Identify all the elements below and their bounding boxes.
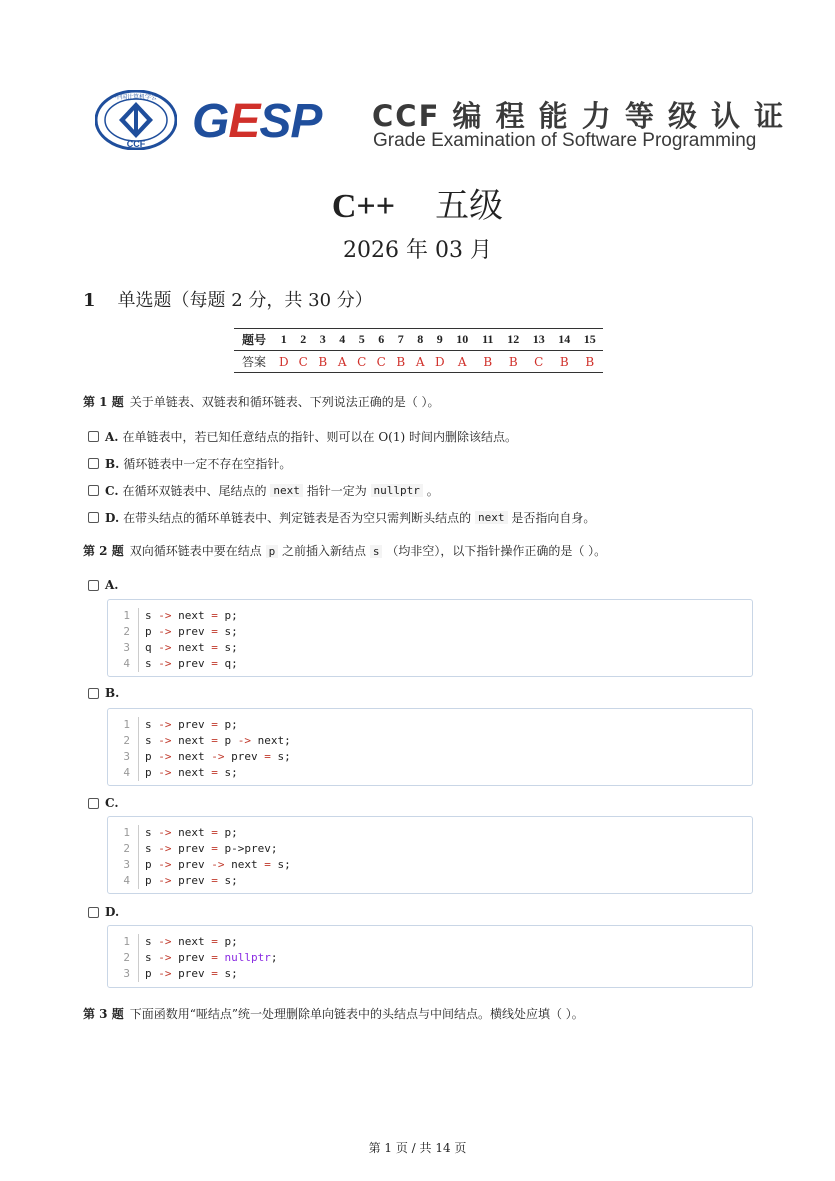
answer-table-answer: C	[534, 354, 544, 369]
answer-table-number: 7	[397, 332, 404, 346]
answer-table-answer: A	[337, 354, 347, 369]
code-text: p -> next -> prev = s;	[138, 749, 291, 765]
checkbox[interactable]	[88, 485, 99, 496]
question-1: 第 1 题 关于单链表、双链表和循环链表、下列说法正确的是（ ）。	[83, 395, 440, 409]
code-text: q -> next = s;	[138, 640, 238, 656]
answer-table-answer: B	[559, 354, 569, 369]
answer-table-number: 14	[558, 332, 571, 346]
section-number: 1	[83, 290, 96, 311]
line-number: 4	[123, 657, 130, 670]
code-line	[108, 950, 752, 966]
code-line	[108, 608, 752, 624]
answer-table-answer-label: 答案	[241, 355, 266, 369]
q2-code-b	[107, 708, 753, 786]
question-3: 第 3 题 下面函数用“哑结点”统一处理删除单向链表中的头结点与中间结点。横线处应填（ ）。	[83, 1007, 584, 1021]
exam-level: 五级	[435, 186, 504, 226]
page-footer: 第 1 页 / 共 14 页	[368, 1141, 467, 1155]
answer-table-answer: B	[396, 354, 406, 369]
code-line	[108, 656, 752, 672]
code-line	[108, 873, 752, 889]
code-text: p -> next = s;	[138, 765, 238, 781]
line-number: 4	[123, 766, 130, 779]
line-number: 1	[123, 935, 130, 948]
answer-table-answer: D	[278, 354, 289, 369]
answer-table-number: 2	[300, 332, 307, 346]
code-line	[108, 966, 752, 982]
answer-table-number: 13	[532, 332, 545, 346]
answer-table-answer: B	[508, 354, 518, 369]
brand-title: CCF 编 程 能 力 等 级 认 证	[372, 99, 786, 133]
line-number: 1	[123, 718, 130, 731]
q2-option-a[interactable]: A.	[88, 578, 123, 592]
code-line	[108, 825, 752, 841]
answer-table-answer: B	[585, 354, 595, 369]
line-number: 1	[123, 609, 130, 622]
code-line	[108, 733, 752, 749]
answer-table-answer: B	[318, 354, 328, 369]
line-number: 1	[123, 826, 130, 839]
code-line	[108, 934, 752, 950]
line-number: 3	[123, 641, 130, 654]
q1-option-c[interactable]: C. 在循环双链表中、尾结点的 next 指针一定为 nullptr 。	[88, 482, 439, 499]
code-line	[108, 841, 752, 857]
code-line	[108, 749, 752, 765]
q2-code-a	[107, 599, 753, 677]
line-number: 3	[123, 858, 130, 871]
code-text: s -> prev = p->prev;	[138, 841, 277, 857]
answer-table-number: 9	[436, 332, 443, 346]
line-number: 4	[123, 874, 130, 887]
answer-table-answer: A	[457, 354, 467, 369]
answer-table-number: 6	[378, 332, 385, 346]
answer-table-number: 15	[583, 332, 596, 346]
q1-option-a[interactable]: A. 在单链表中，若已知任意结点的指针、则可以在 O(1) 时间内删除该结点。	[88, 428, 517, 445]
exam-title	[0, 178, 835, 227]
code-text: s -> next = p -> next;	[138, 733, 291, 749]
line-number: 3	[123, 750, 130, 763]
checkbox[interactable]	[88, 512, 99, 523]
line-number: 3	[123, 967, 130, 980]
code-text: s -> prev = p;	[138, 717, 238, 733]
checkbox[interactable]	[88, 907, 99, 918]
code-line	[108, 624, 752, 640]
answer-table-answer: C	[357, 354, 367, 369]
code-text: s -> next = p;	[138, 608, 238, 624]
code-text: p -> prev = s;	[138, 873, 238, 889]
answer-table-number: 4	[339, 332, 346, 346]
answer-table-header-label: 题号	[241, 333, 266, 347]
code-text: s -> prev = nullptr;	[138, 950, 277, 966]
answer-table-number: 10	[456, 332, 469, 346]
q2-option-b[interactable]: B.	[88, 686, 123, 700]
ccf-logo	[95, 90, 177, 150]
ccf-seal-text: 中国计算机学会	[114, 94, 158, 101]
checkbox[interactable]	[88, 688, 99, 699]
code-text: p -> prev = s;	[138, 624, 238, 640]
code-line	[108, 765, 752, 781]
code-text: s -> prev = q;	[138, 656, 238, 672]
exam-date: 2026 年 03 月	[343, 238, 492, 263]
checkbox[interactable]	[88, 458, 99, 469]
q2-option-c[interactable]: C.	[88, 796, 123, 810]
section-heading	[83, 286, 373, 312]
answer-table-number: 1	[280, 332, 287, 346]
code-text: p -> prev -> next = s;	[138, 857, 291, 873]
checkbox[interactable]	[88, 431, 99, 442]
code-line	[108, 717, 752, 733]
line-number: 2	[123, 625, 130, 638]
section-title: 单选题（每题 2 分，共 30 分）	[117, 290, 373, 311]
code-line	[108, 640, 752, 656]
code-text: p -> prev = s;	[138, 966, 238, 982]
ccf-label: CCF	[126, 139, 146, 149]
q1-option-d[interactable]: D. 在带头结点的循环单链表中、判定链表是否为空只需判断头结点的 next 是否指向自身。	[88, 509, 595, 526]
gesp-logo: GESP	[192, 95, 322, 148]
answer-table	[234, 328, 603, 373]
line-number: 2	[123, 842, 130, 855]
q2-code-d	[107, 925, 753, 988]
answer-table-answer: B	[483, 354, 493, 369]
checkbox[interactable]	[88, 580, 99, 591]
checkbox[interactable]	[88, 798, 99, 809]
exam-language: C++	[331, 188, 396, 225]
answer-table-answer: C	[376, 354, 386, 369]
answer-table-answer: C	[298, 354, 308, 369]
q1-option-b[interactable]: B. 循环链表中一定不存在空指针。	[88, 455, 291, 472]
brand-subtitle: Grade Examination of Software Programming	[373, 130, 757, 151]
code-text: s -> next = p;	[138, 825, 238, 841]
answer-table-answer: D	[434, 354, 445, 369]
question-2: 第 2 题 双向循环链表中要在结点 p 之前插入新结点 s （均非空），以下指针操作正确的是（ ）。	[83, 544, 607, 558]
answer-table-number: 12	[507, 332, 520, 346]
answer-table-number: 11	[482, 332, 494, 346]
answer-table-number: 3	[319, 332, 326, 346]
answer-table-answer: A	[415, 354, 425, 369]
q2-code-c	[107, 816, 753, 894]
line-number: 2	[123, 734, 130, 747]
code-text: s -> next = p;	[138, 934, 238, 950]
q2-option-d[interactable]: D.	[88, 905, 123, 919]
code-line	[108, 857, 752, 873]
answer-table-number: 8	[417, 332, 424, 346]
answer-table-number: 5	[358, 332, 365, 346]
line-number: 2	[123, 951, 130, 964]
